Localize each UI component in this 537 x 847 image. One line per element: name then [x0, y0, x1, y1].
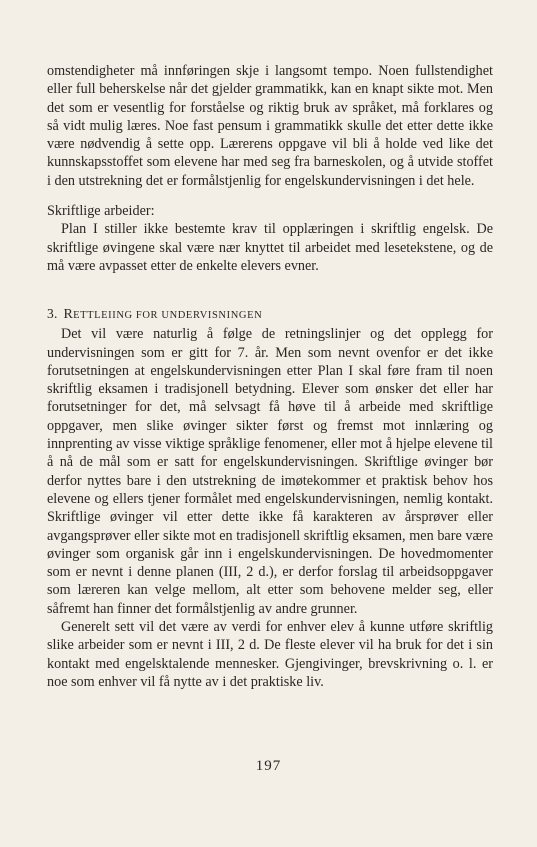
section-heading: [47, 305, 493, 325]
page-number: 197: [255, 758, 282, 774]
paragraph-guidance: Det vil være naturlig å følge de retningslinjer og det opplegg for undervisningen som er gitt for 7. år. Men som nevnt ovenfor er det ikke forutsetningen at engelskundervisningen etter Plan I skal føre fram til noen skriftlig eksamen i tradisjonell betydning. Elever som ønsker det eller har forutsetninger for det, må selvsagt få høve til å arbeide med skriftlige oppgaver, men slike øvinger sikter først og fremst mot innlæring og innprenting av visse viktige språklige fenomener, eller mot å hjelpe elevene til å nå de mål som er satt for engelskundervisningen. Skriftlige øvinger bør derfor nyttes bare i den utstrekning de imøtekommer et praktisk behov hos elevene og ellers tjener formålet med engelskundervisningen, nemlig kontakt. Skriftlige øvinger vil etter dette ikke få karakteren av årsprøver eller avgangsprøver eller sikte mot en tradisjonell skriftlig eksamen, men bare være øvinger som organisk går inn i engelskundervisningen. De hovedmomenter som er nevnt i denne planen (III, 2 d.), er derfor forslag til arbeidsoppgaver som læreren kan velge mellom, alt etter som behovene melder seg, eller såfremt han finner det formålstjenlig av andre grunner.: [47, 326, 493, 617]
section-title-initial: R: [63, 307, 74, 323]
paragraph-general-value: Generelt sett vil det være av verdi for enhver elev å kunne utføre skriftlig slike arbeider som er nevnt i III, 2 d. De fleste elever vil ha bruk for det i sin kontakt med engelsktalende mennesker. Gjengivinger, brevskrivning o. l. er noe som enhver vil få nytte av i det praktiske liv.: [47, 619, 493, 690]
written-work-label: Skriftlige arbeider:: [47, 203, 155, 220]
paragraph-grammar: omstendigheter må innføringen skje i langsomt tempo. Noen fullstendighet eller full beherskelse når det gjelder grammatikk, kan en knapt sikte mot. Men det som er vesentlig for forståelse og riktig bruk av språket, må forklares og så vidt mulig læres. Noe fast pensum i grammatikk skulle det etter dette ikke være nødvendig å sette opp. Lærerens oppgave vil bli å holde ved like det kunnskapsstoffet som elevene har med seg fra barneskolen, og å utvide stoffet i den utstrekning det er formålstjenlig for engelskundervisningen i det hele.: [47, 63, 493, 189]
section-number: 3.: [47, 306, 58, 322]
document-page: [47, 62, 493, 691]
section-title-rest: ETTLEIING FOR UNDERVISNINGEN: [73, 310, 263, 322]
paragraph-written-work: Plan I stiller ikke bestemte krav til opplæringen i skriftlig engelsk. De skriftlige øvingene skal være nær knyttet til arbeidet med lesetekstene, og de må være avpasset etter de enkelte elevers evner.: [47, 221, 493, 274]
